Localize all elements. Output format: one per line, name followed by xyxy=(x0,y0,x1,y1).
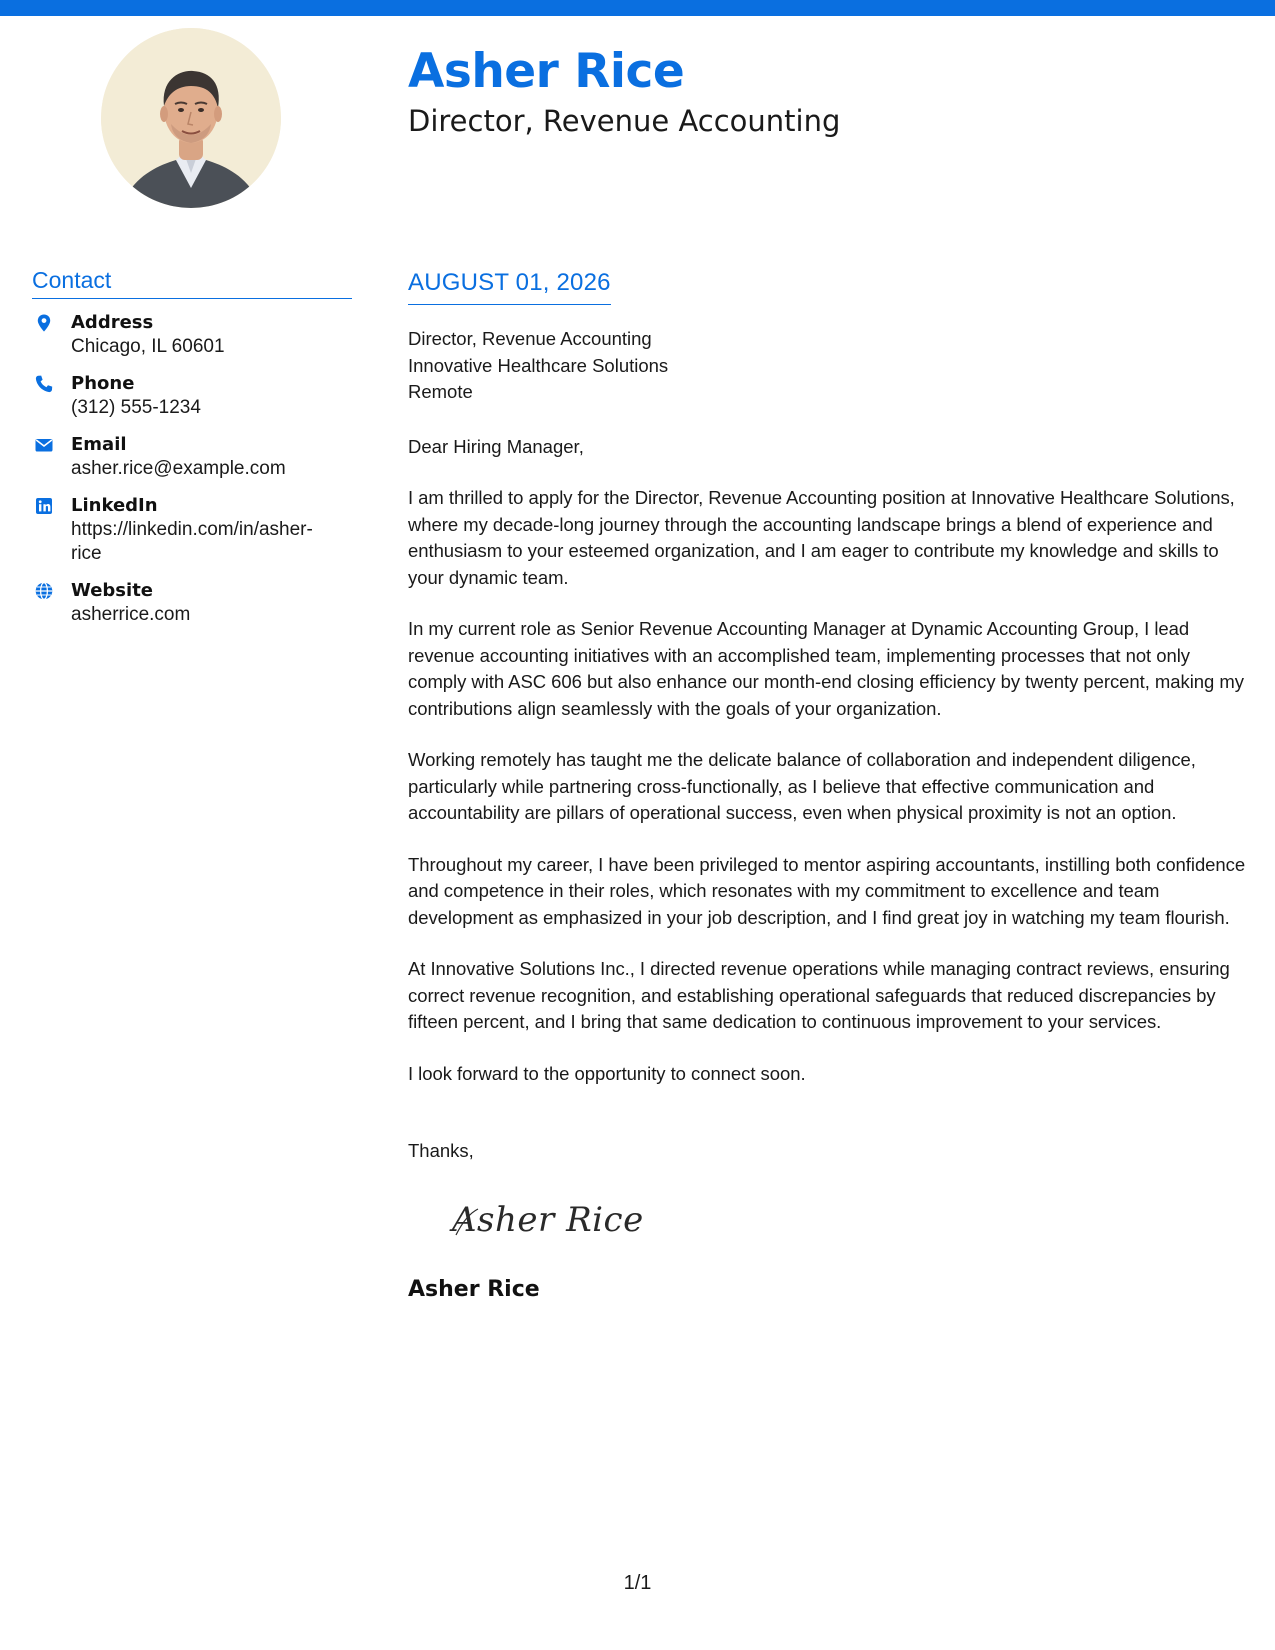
signed-name: Asher Rice xyxy=(408,1276,540,1302)
globe-icon xyxy=(34,581,54,601)
recipient-block xyxy=(408,326,1250,406)
contact-heading: Contact xyxy=(32,266,352,299)
letter-greeting: Dear Hiring Manager, xyxy=(408,435,584,457)
linkedin-icon xyxy=(34,496,54,516)
recipient-company: Innovative Healthcare Solutions xyxy=(408,354,669,376)
avatar xyxy=(101,28,281,208)
contact-value[interactable]: https://linkedin.com/in/asher-rice xyxy=(71,519,313,564)
contact-website xyxy=(32,579,352,627)
letter-paragraph: I look forward to the opportunity to connect soon. xyxy=(408,1062,806,1084)
cover-letter xyxy=(408,268,1250,1304)
letter-paragraph: At Innovative Solutions Inc., I directed revenue operations while managing contract reviews, ensuring correct revenue recognition, and establishing operational safeguards that reduced discrepancies by fifteen percent, and I bring that same dedication to continuous improvement to your services. xyxy=(408,958,1230,1032)
candidate-title: Director, Revenue Accounting xyxy=(408,104,841,138)
contact-label: LinkedIn xyxy=(71,495,158,516)
contact-label: Phone xyxy=(71,373,135,394)
top-accent-bar xyxy=(0,0,1275,16)
handwritten-signature xyxy=(448,1185,688,1255)
signature-text: Asher Rice xyxy=(452,1199,644,1240)
phone-icon xyxy=(34,374,54,394)
contact-linkedin xyxy=(32,494,352,566)
contact-value: Chicago, IL 60601 xyxy=(71,336,225,357)
contact-phone xyxy=(32,372,352,420)
letter-paragraph: I am thrilled to apply for the Director, Revenue Accounting position at Innovative Healthcare Solutions, where my decade-long journey through the accounting landscape brings a blend of experience and enthusiasm to your esteemed organization, and I am eager to contribute my knowledge and skills to your dynamic team. xyxy=(408,487,1235,588)
contact-sidebar xyxy=(32,266,352,640)
contact-label: Address xyxy=(71,312,154,333)
letter-paragraph: Working remotely has taught me the delicate balance of collaboration and independent diligence, particularly while partnering cross-functionally, as I believe that effective communication and accountability are pillars of operational success, even when physical proximity is not an option. xyxy=(408,749,1196,823)
map-pin-icon xyxy=(34,313,54,333)
contact-value: (312) 555-1234 xyxy=(71,397,201,418)
page-number: 1/1 xyxy=(623,1572,652,1594)
contact-address xyxy=(32,311,352,359)
contact-email xyxy=(32,433,352,481)
candidate-name: Asher Rice xyxy=(408,44,685,99)
letter-paragraph: Throughout my career, I have been privileged to mentor aspiring accountants, instilling both confidence and competence in their roles, which resonates with my commitment to excellence and team development as emphasized in your job description, and I find great joy in watching my team flourish. xyxy=(408,853,1246,928)
recipient-location: Remote xyxy=(408,381,473,402)
letter-closing: Thanks, xyxy=(408,1140,474,1161)
letter-paragraph: In my current role as Senior Revenue Accounting Manager at Dynamic Accounting Group, I lead revenue accounting initiatives with an accomplished team, implementing processes that not only comply with ASC 606 but also enhance our month-end closing efficiency by twenty percent, making my contributions align seamlessly with the goals of your organization. xyxy=(408,618,1244,719)
profile-photo xyxy=(101,28,281,208)
contact-value[interactable]: asherrice.com xyxy=(71,604,191,625)
envelope-icon xyxy=(34,435,54,455)
contact-label: Email xyxy=(71,434,127,455)
letter-date: AUGUST 01, 2026 xyxy=(408,268,611,305)
recipient-position: Director, Revenue Accounting xyxy=(408,328,652,349)
contact-label: Website xyxy=(71,580,154,601)
contact-value[interactable]: asher.rice@example.com xyxy=(71,458,286,479)
